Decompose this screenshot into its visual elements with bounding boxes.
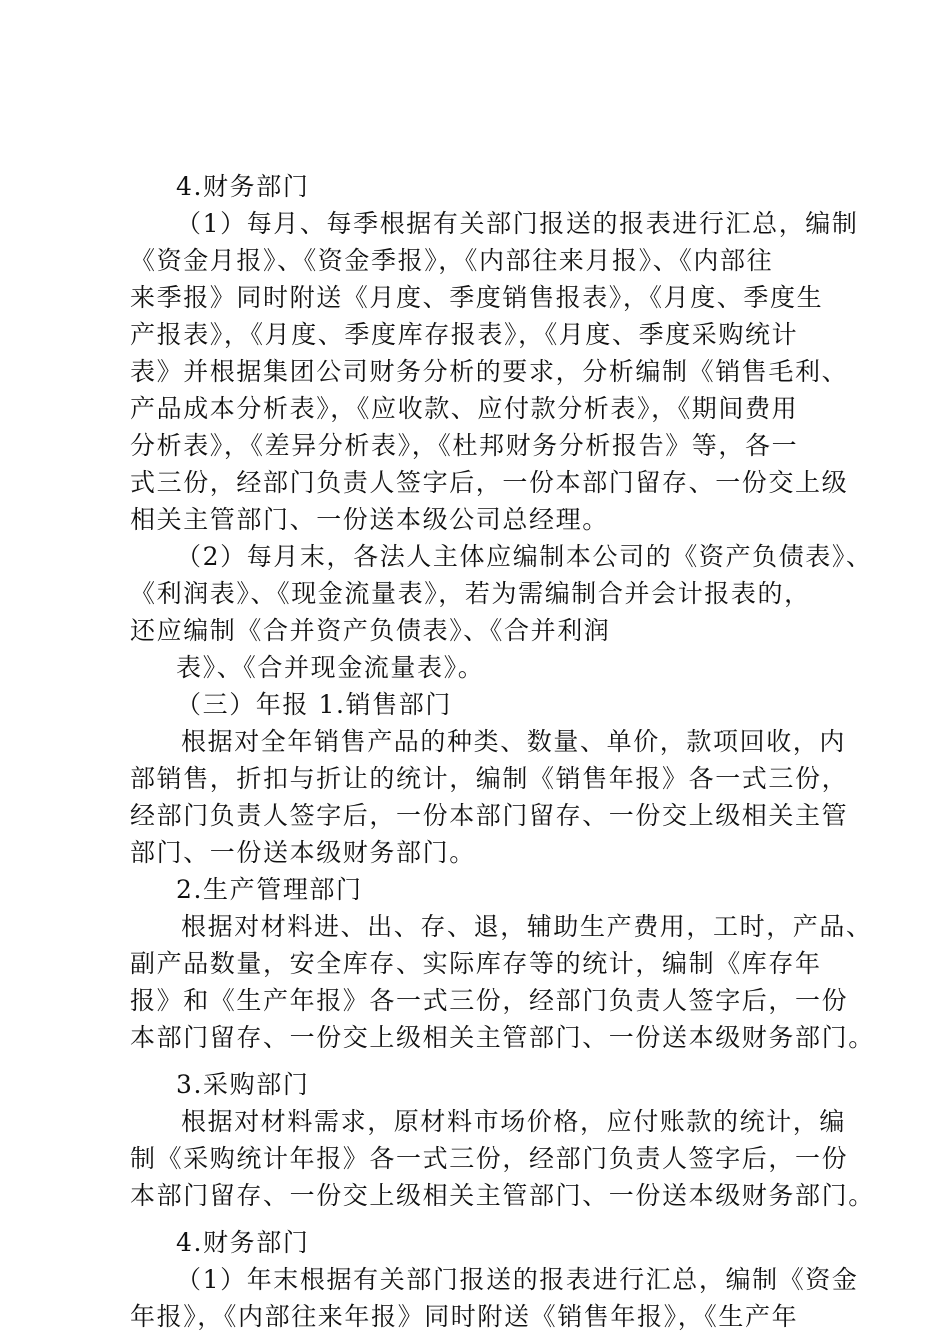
paragraph-line: 表》并根据集团公司财务分析的要求，分析编制《销售毛利、 bbox=[130, 357, 849, 386]
paragraph-line: 报》和《生产年报》各一式三份，经部门负责人签字后，一份 bbox=[130, 986, 849, 1015]
paragraph-line: 式三份，经部门负责人签字后，一份本部门留存、一份交上级 bbox=[130, 468, 849, 497]
section-heading: （三）年报 1.销售部门 bbox=[176, 690, 453, 719]
paragraph-line: 来季报》同时附送《月度、季度销售报表》，《月度、季度生 bbox=[130, 283, 824, 312]
paragraph-line: 《利润表》、《现金流量表》，若为需编制合并会计报表的， bbox=[130, 579, 811, 608]
paragraph-line: 根据对材料需求，原材料市场价格，应付账款的统计，编 bbox=[181, 1107, 847, 1136]
paragraph-line: 根据对全年销售产品的种类、数量、单价，款项回收，内 bbox=[181, 727, 847, 756]
paragraph-line: 本部门留存、一份交上级相关主管部门、一份送本级财务部门。 bbox=[130, 1023, 875, 1052]
paragraph-line: 相关主管部门、一份送本级公司总经理。 bbox=[130, 505, 609, 534]
section-heading: 4.财务部门 bbox=[176, 1228, 310, 1257]
paragraph-line: 制《采购统计年报》各一式三份，经部门负责人签字后，一份 bbox=[130, 1144, 849, 1173]
paragraph-line: 还应编制《合并资产负债表》、《合并利润 bbox=[130, 616, 611, 645]
paragraph-line: 表》、《合并现金流量表》。 bbox=[176, 653, 485, 682]
paragraph-line: 本部门留存、一份交上级相关主管部门、一份送本级财务部门。 bbox=[130, 1181, 875, 1210]
paragraph-line: （1）年末根据有关部门报送的报表进行汇总，编制《资金 bbox=[176, 1265, 859, 1294]
paragraph-line: 产品成本分析表》，《应收款、应付款分析表》，《期间费用 bbox=[130, 394, 799, 423]
paragraph-line: 部销售，折扣与折让的统计，编制《销售年报》各一式三份， bbox=[130, 764, 849, 793]
paragraph-line: 分析表》，《差异分析表》，《杜邦财务分析报告》等，各一 bbox=[130, 431, 799, 460]
paragraph-line: （1）每月、每季根据有关部门报送的报表进行汇总，编制 bbox=[176, 209, 859, 238]
section-heading: 3.采购部门 bbox=[176, 1070, 310, 1099]
section-heading: 2.生产管理部门 bbox=[176, 875, 363, 904]
paragraph-line: 产报表》，《月度、季度库存报表》，《月度、季度采购统计 bbox=[130, 320, 799, 349]
paragraph-line: 副产品数量，安全库存、实际库存等的统计，编制《库存年 bbox=[130, 949, 822, 978]
paragraph-line: 部门、一份送本级财务部门。 bbox=[130, 838, 476, 867]
paragraph-line: 年报》，《内部往来年报》同时附送《销售年报》，《生产年 bbox=[130, 1302, 799, 1331]
paragraph-line: 经部门负责人签字后，一份本部门留存、一份交上级相关主管 bbox=[130, 801, 849, 830]
paragraph-line: 根据对材料进、出、存、退，辅助生产费用，工时，产品、 bbox=[181, 912, 873, 941]
section-heading: 4.财务部门 bbox=[176, 172, 310, 201]
paragraph-line: 《资金月报》、《资金季报》，《内部往来月报》、《内部往 bbox=[130, 246, 774, 275]
paragraph-line: （2）每月末，各法人主体应编制本公司的《资产负债表》、 bbox=[176, 542, 873, 571]
